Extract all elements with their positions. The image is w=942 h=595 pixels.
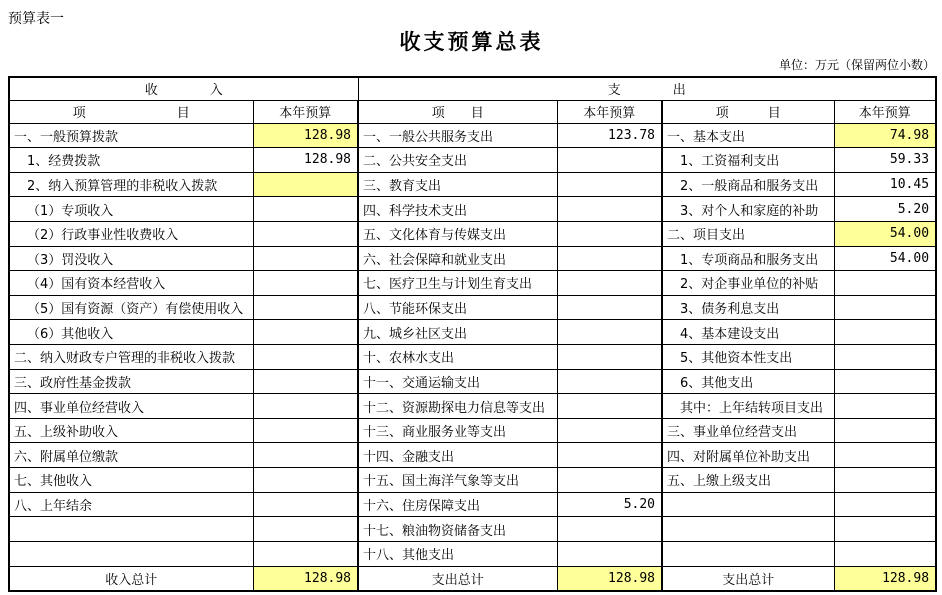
expense-func-value-cell — [557, 369, 662, 394]
expense-econ-value-cell — [834, 369, 936, 394]
expense-econ-item-cell: 其中：上年结转项目支出 — [662, 394, 834, 419]
expense-econ-value-cell — [834, 443, 936, 468]
table-row — [9, 295, 936, 320]
expense-func-value-cell — [557, 295, 662, 320]
expense-func-item-cell: 三、教育支出 — [358, 172, 557, 197]
expense-econ-value-cell — [834, 295, 936, 320]
expense-func-item-cell: 十、农林水支出 — [358, 344, 557, 369]
revenue-item-cell: （2）行政事业性收费收入 — [9, 221, 253, 246]
expense-econ-value-cell: 74.98 — [834, 123, 936, 148]
revenue-item-cell: （1）专项收入 — [9, 197, 253, 222]
revenue-item-cell: （4）国有资本经营收入 — [9, 271, 253, 296]
expense-econ-value-cell: 54.00 — [834, 246, 936, 271]
expense-econ-item-cell: 2、对企事业单位的补贴 — [662, 271, 834, 296]
revenue-item-cell: 七、其他收入 — [9, 468, 253, 493]
revenue-value-cell — [253, 344, 358, 369]
expense-econ-item-cell: 五、上缴上级支出 — [662, 468, 834, 493]
revenue-value-cell — [253, 517, 358, 542]
revenue-budget-header: 本年预算 — [253, 100, 358, 123]
unit-note: 单位：万元（保留两位小数） — [778, 58, 935, 72]
expense-econ-item-cell: 1、专项商品和服务支出 — [662, 246, 834, 271]
revenue-value-cell: 128.98 — [253, 123, 358, 148]
budget-table — [8, 76, 937, 592]
revenue-value-cell — [253, 468, 358, 493]
revenue-value-cell — [253, 271, 358, 296]
expense-econ-item-cell: 2、一般商品和服务支出 — [662, 172, 834, 197]
revenue-value-cell — [253, 295, 358, 320]
revenue-item-cell: 五、上级补助收入 — [9, 418, 253, 443]
expense-func-value-cell — [557, 443, 662, 468]
total-row — [9, 566, 936, 591]
revenue-total-value: 128.98 — [253, 566, 358, 591]
revenue-item-cell: 三、政府性基金拨款 — [9, 369, 253, 394]
revenue-value-cell — [253, 221, 358, 246]
expense-econ-value-cell: 54.00 — [834, 221, 936, 246]
table-row — [9, 246, 936, 271]
expense-func-item-cell: 十六、住房保障支出 — [358, 492, 557, 517]
revenue-item-header: 项 目 — [9, 100, 253, 123]
expense-func-item-cell: 九、城乡社区支出 — [358, 320, 557, 345]
expense-func-value-cell — [557, 320, 662, 345]
revenue-item-cell: 二、纳入财政专户管理的非税收入拨款 — [9, 344, 253, 369]
expense-econ-item-cell — [662, 541, 834, 566]
expense-econ-item-cell: 1、工资福利支出 — [662, 148, 834, 173]
expense-func-item-cell: 五、文化体育与传媒支出 — [358, 221, 557, 246]
expense-econ-value-cell — [834, 492, 936, 517]
table-row — [9, 271, 936, 296]
expense-econ-value-cell: 5.20 — [834, 197, 936, 222]
table-body — [9, 123, 936, 566]
revenue-value-cell — [253, 418, 358, 443]
expense-econ-item-cell: 3、对个人和家庭的补助 — [662, 197, 834, 222]
expense-econ-value-cell: 59.33 — [834, 148, 936, 173]
expense-func-item-cell: 十七、粮油物资储备支出 — [358, 517, 557, 542]
expense-econ-item-cell: 二、项目支出 — [662, 221, 834, 246]
revenue-item-cell: （5）国有资源（资产）有偿使用收入 — [9, 295, 253, 320]
expense-func-item-cell: 十八、其他支出 — [358, 541, 557, 566]
table-row — [9, 123, 936, 148]
expense-func-value-cell: 123.78 — [557, 123, 662, 148]
revenue-item-cell: 2、纳入预算管理的非税收入拨款 — [9, 172, 253, 197]
expense-econ-total-label: 支出总计 — [662, 566, 834, 591]
sheet-label: 预算表一 — [8, 11, 64, 27]
expense-func-item-cell: 一、一般公共服务支出 — [358, 123, 557, 148]
table-row — [9, 148, 936, 173]
revenue-section-header: 收 入 — [9, 77, 358, 100]
table-row — [9, 517, 936, 542]
expense-func-item-cell: 四、科学技术支出 — [358, 197, 557, 222]
expense-func-value-cell — [557, 148, 662, 173]
expense-econ-value-cell: 10.45 — [834, 172, 936, 197]
revenue-value-cell — [253, 246, 358, 271]
revenue-value-cell — [253, 492, 358, 517]
revenue-total-label: 收入总计 — [9, 566, 253, 591]
expense-func-item-cell: 七、医疗卫生与计划生育支出 — [358, 271, 557, 296]
expense-func-item-cell: 十五、国土海洋气象等支出 — [358, 468, 557, 493]
expense-func-value-cell — [557, 221, 662, 246]
expense-func-value-cell: 5.20 — [557, 492, 662, 517]
expense-econ-value-cell — [834, 541, 936, 566]
expense-func-value-cell — [557, 344, 662, 369]
table-header — [9, 77, 936, 123]
expense-econ-item-cell: 4、基本建设支出 — [662, 320, 834, 345]
expense-func-value-cell — [557, 197, 662, 222]
expense-func-total-value: 128.98 — [557, 566, 662, 591]
expense-econ-item-cell: 三、事业单位经营支出 — [662, 418, 834, 443]
expense-econ-item-cell: 6、其他支出 — [662, 369, 834, 394]
table-row — [9, 197, 936, 222]
expense-econ-value-cell — [834, 320, 936, 345]
expense-econ-total-value: 128.98 — [834, 566, 936, 591]
expense-func-item-header: 项 目 — [358, 100, 557, 123]
expense-func-value-cell — [557, 468, 662, 493]
expense-econ-value-cell — [834, 468, 936, 493]
table-row — [9, 320, 936, 345]
table-row — [9, 369, 936, 394]
revenue-item-cell: 一、一般预算拨款 — [9, 123, 253, 148]
table-footer — [9, 566, 936, 591]
revenue-item-cell: 八、上年结余 — [9, 492, 253, 517]
table-row — [9, 344, 936, 369]
revenue-item-cell: 六、附属单位缴款 — [9, 443, 253, 468]
expense-func-value-cell — [557, 271, 662, 296]
expense-func-value-cell — [557, 517, 662, 542]
table-row — [9, 418, 936, 443]
revenue-value-cell — [253, 172, 358, 197]
table-row — [9, 492, 936, 517]
expense-func-item-cell: 十三、商业服务业等支出 — [358, 418, 557, 443]
expense-econ-item-cell: 5、其他资本性支出 — [662, 344, 834, 369]
expense-func-item-cell: 十二、资源勘探电力信息等支出 — [358, 394, 557, 419]
expense-func-value-cell — [557, 172, 662, 197]
table-row — [9, 172, 936, 197]
expense-econ-item-cell — [662, 492, 834, 517]
revenue-value-cell: 128.98 — [253, 148, 358, 173]
expense-func-value-cell — [557, 394, 662, 419]
revenue-value-cell — [253, 394, 358, 419]
table-row — [9, 394, 936, 419]
revenue-item-cell: （6）其他收入 — [9, 320, 253, 345]
expense-econ-value-cell — [834, 517, 936, 542]
expense-func-value-cell — [557, 541, 662, 566]
expense-section-header: 支 出 — [358, 77, 936, 100]
section-header-row — [9, 77, 936, 100]
revenue-value-cell — [253, 320, 358, 345]
table-row — [9, 443, 936, 468]
expense-econ-item-cell: 3、债务利息支出 — [662, 295, 834, 320]
revenue-item-cell: （3）罚没收入 — [9, 246, 253, 271]
column-header-row — [9, 100, 936, 123]
expense-econ-value-cell — [834, 344, 936, 369]
revenue-item-cell — [9, 541, 253, 566]
expense-func-total-label: 支出总计 — [358, 566, 557, 591]
revenue-value-cell — [253, 197, 358, 222]
revenue-item-cell — [9, 517, 253, 542]
table-row — [9, 221, 936, 246]
expense-econ-value-cell — [834, 271, 936, 296]
expense-econ-value-cell — [834, 394, 936, 419]
revenue-value-cell — [253, 541, 358, 566]
revenue-item-cell: 1、经费拨款 — [9, 148, 253, 173]
expense-func-item-cell: 六、社会保障和就业支出 — [358, 246, 557, 271]
expense-func-item-cell: 十一、交通运输支出 — [358, 369, 557, 394]
expense-func-budget-header: 本年预算 — [557, 100, 662, 123]
expense-econ-budget-header: 本年预算 — [834, 100, 936, 123]
revenue-item-cell: 四、事业单位经营收入 — [9, 394, 253, 419]
expense-econ-item-cell: 四、对附属单位补助支出 — [662, 443, 834, 468]
expense-econ-item-cell — [662, 517, 834, 542]
table-row — [9, 541, 936, 566]
expense-func-item-cell: 八、节能环保支出 — [358, 295, 557, 320]
expense-econ-item-cell: 一、基本支出 — [662, 123, 834, 148]
expense-func-item-cell: 十四、金融支出 — [358, 443, 557, 468]
expense-econ-item-header: 项 目 — [662, 100, 834, 123]
expense-econ-value-cell — [834, 418, 936, 443]
revenue-value-cell — [253, 443, 358, 468]
page-title: 收支预算总表 — [399, 30, 544, 54]
expense-func-item-cell: 二、公共安全支出 — [358, 148, 557, 173]
expense-func-value-cell — [557, 418, 662, 443]
revenue-value-cell — [253, 369, 358, 394]
table-row — [9, 468, 936, 493]
expense-func-value-cell — [557, 246, 662, 271]
